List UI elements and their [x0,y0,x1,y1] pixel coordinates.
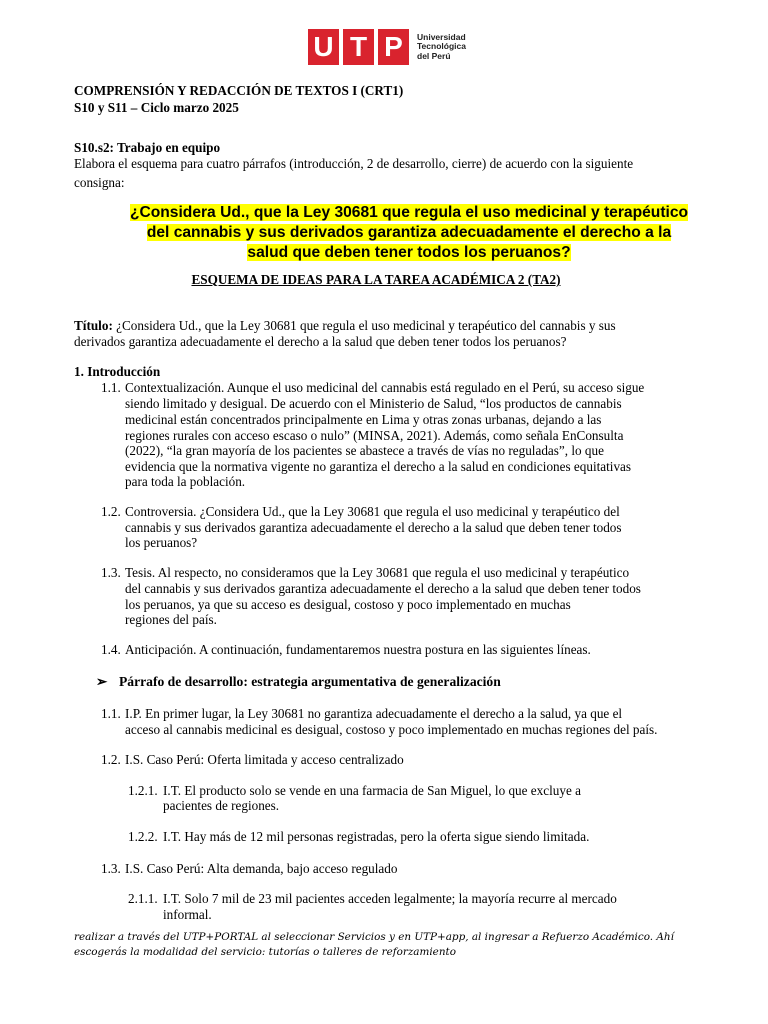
it3-line: informal. [163,907,212,922]
intro-item-3-line: del cannabis y sus derivados garantiza adecuadamente el derecho a la salud que deben tener todos [125,581,641,596]
intro-item-3-line: regiones del país. [125,612,217,627]
intro-item-1-line: Contextualización. Aunque el uso medicinal del cannabis está regulado en el Perú, su acceso sigue [125,380,645,395]
it1-line: I.T. El producto solo se vende en una farmacia de San Miguel, lo que excluye a [163,783,581,798]
it3-line: I.T. Solo 7 mil de 23 mil pacientes acceden legalmente; la mayoría recurre al mercado [163,891,617,906]
logo-text: Universidad Tecnológica del Perú [417,31,466,61]
intro-item-3-line: Tesis. Al respecto, no consideramos que la Ley 30681 que regula el uso medicinal y terapéutico [125,565,630,580]
intro-item-2-line: los peruanos? [125,535,198,550]
is2-num: 1.3. [101,861,121,876]
question-block [74,203,744,263]
task-title: S10.s2: Trabajo en equipo [74,140,221,155]
intro-item-2-line: cannabis y sus derivados garantiza adecuadamente el derecho a la salud que deben tener todos [125,520,622,535]
intro-item-2-line: Controversia. ¿Considera Ud., que la Ley 30681 que regula el uso medicinal y terapéutico del [125,504,620,519]
task-instruction-line1: Elabora el esquema para cuatro párrafos (introducción, 2 de desarrollo, cierre) de acuerdo con la siguiente [74,156,634,171]
intro-item-4-line: Anticipación. A continuación, fundamentaremos nuestra postura en las siguientes líneas. [125,642,591,657]
intro-item-1-line: medicinal están concentrados principalmente en Lima y otras zonas urbanas, dejando a las [125,412,602,427]
logo-letter-p: P [378,29,409,65]
intro-item-3-num: 1.3. [101,565,121,580]
ip-line: acceso al cannabis medicinal es desigual, costoso y poco implementado en muchas regiones del país. [125,722,658,737]
task-instruction-line2: consigna: [74,175,125,190]
it1-line: pacientes de regiones. [163,798,280,813]
ip-num: 1.1. [101,706,121,721]
titulo-line2: derivados garantiza adecuadamente el derecho a la salud que deben tener todos los peruanos? [74,334,567,349]
intro-item-1-line: (2022), “la gran mayoría de los pacientes se abastece a través de vías no reguladas”, lo que [125,443,604,458]
is2-text: I.S. Caso Perú: Alta demanda, bajo acceso regulado [125,861,398,876]
is1-text: I.S. Caso Perú: Oferta limitada y acceso centralizado [125,752,404,767]
titulo-line1: Título: ¿Considera Ud., que la Ley 30681 que regula el uso medicinal y terapéutico del cannabis y sus [74,318,616,333]
intro-item-1-line: evidencia que la normativa vigente no garantiza el derecho a la salud en condiciones equitativas [125,459,632,474]
arrow-bullet-icon: ➢ [96,674,108,689]
question-line3: salud que deben tener todos los peruanos? [247,244,571,261]
intro-item-1-line: regiones rurales con acceso escaso o nulo” (MINSA, 2021). Además, como señala EnConsulta [125,428,624,443]
question-line1: ¿Considera Ud., que la Ley 30681 que regula el uso medicinal y terapéutico [129,204,689,221]
titulo-label: Título: [74,318,117,333]
intro-heading: 1. Introducción [74,364,161,379]
it3-num: 2.1.1. [128,891,158,906]
footer-line2: escogerás la modalidad del servicio: tutorías o talleres de reforzamiento [74,946,456,958]
logo-letter-t: T [343,29,374,65]
intro-item-1-line: siendo limitado y desigual. De acuerdo con el Ministerio de Salud, “los productos de cannabis [125,396,622,411]
utp-logo [308,28,466,66]
session-info: S10 y S11 – Ciclo marzo 2025 [74,100,239,115]
development-heading: Párrafo de desarrollo: estrategia argumentativa de generalización [119,674,501,689]
course-title: COMPRENSIÓN Y REDACCIÓN DE TEXTOS I (CRT1) [74,83,404,98]
intro-item-4-num: 1.4. [101,642,121,657]
ip-line: I.P. En primer lugar, la Ley 30681 no garantiza adecuadamente el derecho a la salud, ya que el [125,706,623,721]
scheme-heading: ESQUEMA DE IDEAS PARA LA TAREA ACADÉMICA 2 (TA2) [191,272,561,287]
intro-item-2-num: 1.2. [101,504,121,519]
logo-letter-u: U [308,29,339,65]
intro-item-1-line: para toda la población. [125,474,246,489]
it2-num: 1.2.2. [128,829,158,844]
intro-item-3-line: los peruanos, ya que su acceso es desigual, costoso y poco implementado en muchas [125,597,571,612]
intro-item-1-num: 1.1. [101,380,121,395]
it1-num: 1.2.1. [128,783,158,798]
it2-text: I.T. Hay más de 12 mil personas registradas, pero la oferta sigue siendo limitada. [163,829,590,844]
is1-num: 1.2. [101,752,121,767]
question-line2: del cannabis y sus derivados garantiza adecuadamente el derecho a la [146,224,672,241]
footer-line1: realizar a través del UTP+PORTAL al seleccionar Servicios y en UTP+app, al ingresar a Refuerzo Académico. Ahí [74,931,674,943]
